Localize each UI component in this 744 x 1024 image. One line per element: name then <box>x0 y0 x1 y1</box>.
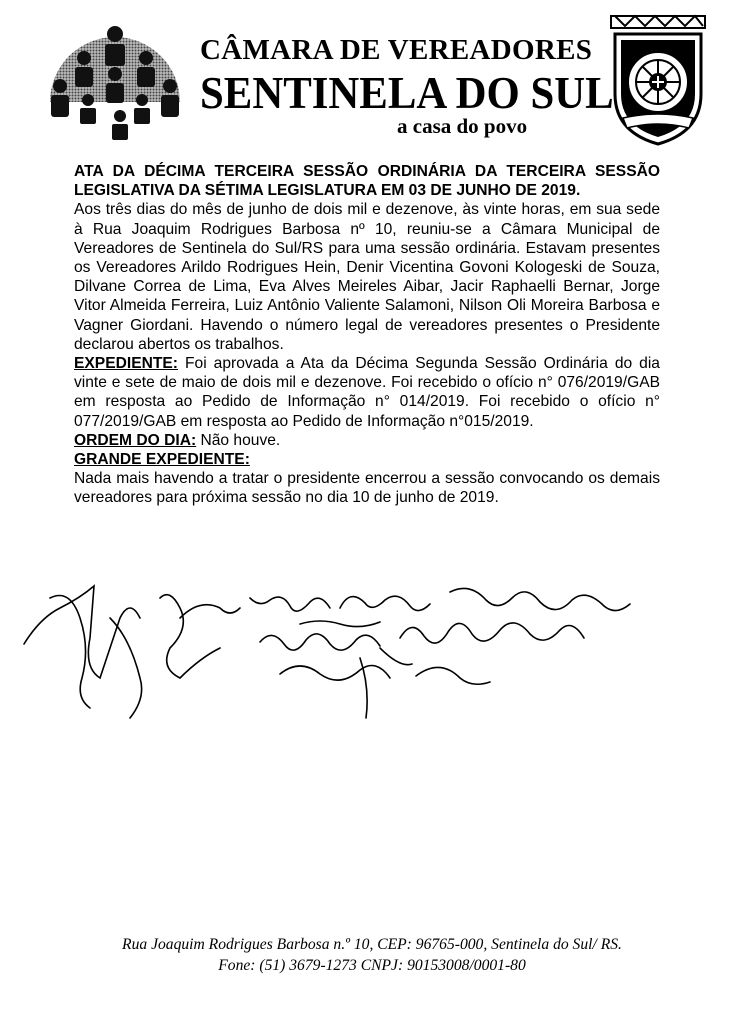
chamber-logo <box>44 16 186 140</box>
ordem-do-dia-text: Não houve. <box>196 431 281 449</box>
opening-paragraph: Aos três dias do mês de junho de dois mil e dezenove, às vinte horas, em sua sede à Rua Joaquim Rodrigues Barbosa nº 10, reuniu-se a Câmara Municipal de Vereadores de Sentinela do Sul/RS para uma sessão ordinária. Estavam presentes os Vereadores Arildo Rodrigues Hein, Denir Vicentina Govoni Kologeski de Souza, Dilvane Correa de Lima, Eva Alves Meireles Aibar, Jacir Raphaelli Bernar, Jorge Vitor Almeida Ferreira, Luiz Antônio Valiente Salamoni, Nilson Oli Moreira Barbosa e Vagner Giordani. Havendo o número legal de vereadores presentes o Presidente declarou abertos os trabalhos. <box>74 201 660 353</box>
chamber-title: CÂMARA DE VEREADORES <box>200 34 593 66</box>
footer-contact: Fone: (51) 3679-1273 CNPJ: 90153008/0001-80 <box>218 957 526 974</box>
letterhead <box>0 0 744 150</box>
signatures <box>20 578 660 728</box>
grande-expediente-label: GRANDE EXPEDIENTE: <box>74 451 250 469</box>
city-title: SENTINELA DO SUL <box>200 67 614 118</box>
footer <box>0 934 744 976</box>
expediente-section <box>74 354 660 431</box>
grande-expediente-section <box>74 450 660 469</box>
minutes-heading: ATA DA DÉCIMA TERCEIRA SESSÃO ORDINÁRIA DA TERCEIRA SESSÃO LEGISLATIVA DA SÉTIMA LEGISLATURA EM 03 DE JUNHO DE 2019. <box>74 163 660 200</box>
minutes-body <box>74 162 660 508</box>
expediente-text: Foi aprovada a Ata da Décima Segunda Sessão Ordinária do dia vinte e sete de maio de dois mil e dezenove. Foi recebido o ofício n° 076/2019/GAB em resposta ao Pedido de Informação n° 014/2019. Foi recebido o ofício n° 077/2019/GAB em resposta ao Pedido de Informação n°015/2019. <box>74 355 660 430</box>
closing-paragraph: Nada mais havendo a tratar o presidente encerrou a sessão convocando os demais vereadores para próxima sessão no dia 10 de junho de 2019. <box>74 470 660 507</box>
expediente-label: EXPEDIENTE: <box>74 355 178 373</box>
footer-address: Rua Joaquim Rodrigues Barbosa n.º 10, CEP: 96765-000, Sentinela do Sul/ RS. <box>122 936 622 953</box>
ordem-do-dia-label: ORDEM DO DIA: <box>74 431 197 449</box>
motto: a casa do povo <box>397 114 528 138</box>
ordem-do-dia-section <box>74 431 660 450</box>
municipal-coat-of-arms <box>603 14 713 148</box>
